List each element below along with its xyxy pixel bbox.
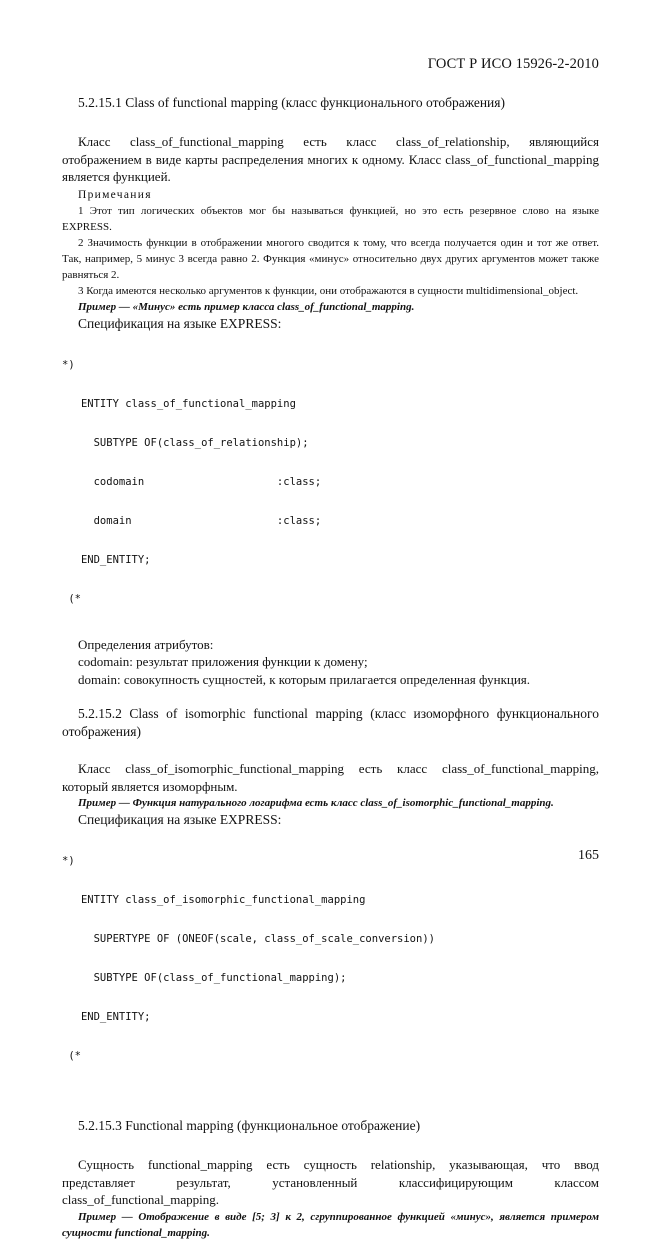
code-line: (* xyxy=(62,1050,81,1062)
code-line: SUBTYPE OF(class_of_relationship); xyxy=(62,436,309,449)
code-line: SUBTYPE OF(class_of_functional_mapping); xyxy=(62,972,347,984)
code-line: SUPERTYPE OF (ONEOF(scale, class_of_scale_conversion)) xyxy=(62,933,435,945)
notes-title: Примечания xyxy=(78,188,152,201)
code-line: codomain :class; xyxy=(62,475,322,488)
code-line: ENTITY class_of_isomorphic_functional_mapping xyxy=(62,894,366,906)
example-5-2-15-3: Пример — Отображение в виде [5; 3] к 2, сгруппированное функцией «минус», является примером сущности functional_mapping. xyxy=(62,1210,599,1239)
note-2: 2 Значимость функции в отображении многого сводится к тому, что всегда получается один и тот же ответ. Так, например, 5 минус 3 всегда равно 2. Функция «минус» относительно двух других аргументов может также равняться 2. xyxy=(62,236,599,281)
note-3: 3 Когда имеются несколько аргументов к функции, они отображаются в сущности multidimensional_object. xyxy=(78,284,579,297)
express-spec-label-2: Спецификация на языке EXPRESS: xyxy=(78,812,282,827)
section-heading-5-2-15-3: 5.2.15.3 Functional mapping (функциональное отображение) xyxy=(78,1118,421,1133)
note-1: 1 Этот тип логических объектов мог бы называться функцией, но это есть резервное слово на языке EXPRESS. xyxy=(62,204,599,233)
section-body-5-2-15-2: Класс class_of_isomorphic_functional_mapping есть класс class_of_functional_mapping, который является изоморфным. xyxy=(62,761,599,794)
page-content xyxy=(62,94,599,1241)
attribute-domain: domain: совокупность сущностей, к которым прилагается определенная функция. xyxy=(78,671,531,687)
attribute-definitions-title: Определения атрибутов: xyxy=(78,636,214,652)
example-5-2-15-2: Пример — Функция натурального логарифма есть класс class_of_isomorphic_functional_mapping. xyxy=(78,797,554,809)
section-heading-5-2-15-2: 5.2.15.2 Class of isomorphic functional mapping (класс изоморфного функционального отображения) xyxy=(62,706,599,739)
express-spec-label-1: Спецификация на языке EXPRESS: xyxy=(78,315,282,331)
code-line: END_ENTITY; xyxy=(62,553,151,566)
express-code-block-1 xyxy=(62,333,599,632)
express-code-block-2 xyxy=(62,829,599,1089)
page-header: ГОСТ Р ИСО 15926-2-2010 xyxy=(427,56,599,72)
code-line: *) xyxy=(62,855,75,867)
code-line: *) xyxy=(62,358,75,371)
page-number: 165 xyxy=(578,848,599,863)
code-line: END_ENTITY; xyxy=(62,1011,151,1023)
section-heading-5-2-15-1: 5.2.15.1 Class of functional mapping (класс функционального отображения) xyxy=(78,95,505,110)
section-body-5-2-15-3: Сущность functional_mapping есть сущность relationship, указывающая, что ввод представляет результат, установленный классифицирующим классом class_of_functional_mapping. xyxy=(62,1157,599,1207)
example-5-2-15-1: Пример — «Минус» есть пример класса class_of_functional_mapping. xyxy=(78,300,415,313)
code-line: (* xyxy=(62,592,81,605)
attribute-codomain: codomain: результат приложения функции к домену; xyxy=(78,654,368,669)
code-line: domain :class; xyxy=(62,514,322,527)
section-body-5-2-15-1: Класс class_of_functional_mapping есть класс class_of_relationship, являющийся отображением в виде карты распределения многих к одному. Класс class_of_functional_mapping является функцией. xyxy=(62,134,599,184)
code-line: ENTITY class_of_functional_mapping xyxy=(62,397,296,410)
